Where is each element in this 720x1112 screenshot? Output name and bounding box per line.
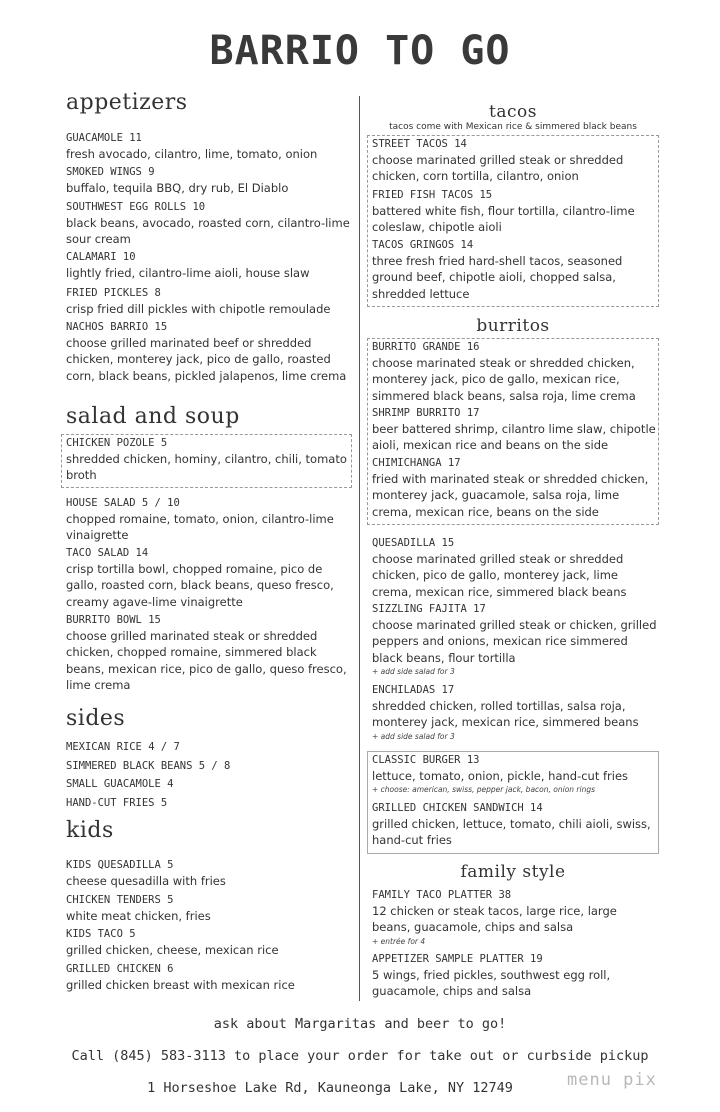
menu-item [372, 406, 657, 454]
item-desc: choose grilled marinated beef or shredded chicken, monterey jack, pico de gallo, roasted corn, black beans, pickled jalapenos, lime crema [66, 336, 347, 383]
item-price: 5 [129, 928, 136, 940]
menu-item [66, 858, 351, 889]
item-name: SIMMERED BLACK BEANS [66, 760, 193, 772]
menu-item [372, 340, 657, 404]
item-note: + entrée for 4 [372, 936, 426, 946]
salad-soup-heading: salad and soup [66, 404, 240, 429]
item-price: 5 / 10 [141, 497, 180, 509]
item-price: 8 [154, 287, 161, 299]
item-desc: battered white fish, flour tortilla, cilantro-lime coleslaw, chipotle aioli [372, 204, 635, 235]
menu-item [66, 927, 351, 958]
menu-item [372, 137, 657, 185]
item-name: SMALL GUACAMOLE [66, 778, 161, 790]
menu-item [372, 188, 657, 236]
item-price: 15 [148, 614, 161, 626]
item-desc: fried with marinated steak or shredded chicken, monterey jack, guacamole, salsa roja, lime crema, mexican rice, beans on the side [372, 472, 649, 519]
item-name: GUACAMOLE [66, 132, 123, 144]
item-name: FRIED PICKLES [66, 287, 149, 299]
item-price: 5 [160, 797, 168, 809]
menupix-watermark: menu pix [567, 1070, 657, 1090]
item-desc: choose marinated steak or shredded chicken, monterey jack, pico de gallo, mexican rice, simmered black beans, salsa roja, lime crema [372, 356, 636, 403]
item-name: NACHOS BARRIO [66, 321, 149, 333]
item-desc: 12 chicken or steak tacos, large rice, large beans, guacamole, chips and salsa [372, 904, 617, 935]
item-note: + add side salad for 3 [372, 666, 455, 676]
footer-promo: ask about Margaritas and beer to go! [213, 1016, 507, 1032]
item-desc: fresh avocado, cilantro, lime, tomato, onion [66, 147, 318, 161]
item-price: 14 [460, 239, 474, 251]
menu-title: BARRIO TO GO [209, 28, 511, 74]
item-price: 6 [167, 963, 174, 975]
item-price: 5 [167, 859, 174, 871]
menu-item [372, 801, 657, 849]
item-price: 15 [154, 321, 168, 333]
menu-item [66, 613, 351, 693]
item-desc: shredded chicken, hominy, cilantro, chili, tomato broth [66, 452, 347, 483]
sides-heading: sides [66, 706, 126, 731]
item-desc: crisp tortilla bowl, chopped romaine, pico de gallo, roasted corn, black beans, queso fresco, creamy agave-lime vinaigrette [66, 562, 334, 609]
menu-item [66, 740, 351, 755]
item-price: 14 [530, 802, 543, 814]
item-name: ENCHILADAS [372, 684, 436, 696]
item-price: 5 [160, 437, 168, 449]
item-price: 11 [129, 132, 142, 144]
menu-item [372, 888, 657, 948]
tacos-heading: tacos [489, 102, 537, 122]
burritos-heading: burritos [476, 316, 550, 336]
item-desc: three fresh fried hard-shell tacos, seasoned ground beef, chipotle aioli, chopped salsa, shredded lettuce [372, 254, 623, 301]
item-name: QUESADILLA [372, 537, 436, 549]
item-name: MEXICAN RICE [66, 741, 142, 753]
family-style-heading: family style [460, 862, 566, 882]
item-price: 38 [498, 889, 512, 901]
menu-item [66, 962, 351, 993]
item-price: 16 [466, 341, 480, 353]
item-price: 13 [466, 754, 480, 766]
item-desc: cheese quesadilla with fries [66, 874, 226, 888]
item-price: 5 [167, 894, 174, 906]
menu-item [372, 683, 657, 743]
item-name: KIDS TACO [66, 928, 123, 940]
item-price: 17 [441, 684, 455, 696]
menu-item [66, 250, 351, 281]
column-divider [359, 96, 360, 1001]
item-name: BURRITO BOWL [66, 614, 142, 626]
item-price: 4 [167, 778, 174, 790]
item-desc: choose marinated grilled steak or shredded chicken, pico de gallo, monterey jack, lime crema, mexican rice, simmered black beans [372, 552, 627, 599]
menu-item [372, 456, 657, 520]
item-desc: crisp fried dill pickles with chipotle remoulade [66, 302, 331, 316]
appetizers-heading: appetizers [66, 90, 188, 115]
item-name: CHIMICHANGA [372, 457, 442, 469]
item-desc: choose marinated grilled steak or chicken, grilled peppers and onions, mexican rice simmered black beans, flour tortilla [372, 618, 657, 665]
footer-call: Call (845) 583-3113 to place your order for take out or curbside pickup [71, 1048, 649, 1064]
tacos-subtitle: tacos come with Mexican rice & simmered black beans [389, 122, 637, 132]
item-desc: grilled chicken, lettuce, tomato, chili aioli, swiss, hand-cut fries [372, 817, 651, 848]
item-desc: lettuce, tomato, onion, pickle, hand-cut fries [372, 769, 629, 783]
item-name: FRIED FISH TACOS [372, 189, 474, 201]
item-name: KIDS QUESADILLA [66, 859, 161, 871]
item-price: 17 [447, 457, 461, 469]
menu-item [66, 777, 351, 792]
item-name: HAND-CUT FRIES [66, 797, 155, 809]
footer-address: 1 Horseshoe Lake Rd, Kauneonga Lake, NY 12749 [147, 1080, 513, 1096]
item-desc: shredded chicken, rolled tortillas, salsa roja, monterey jack, mexican rice, simmered beans [372, 699, 639, 730]
menu-item [372, 952, 657, 1000]
item-name: APPETIZER SAMPLE PLATTER [372, 953, 524, 965]
item-desc: grilled chicken breast with mexican rice [66, 978, 295, 992]
item-desc: choose grilled marinated steak or shredded chicken, chopped romaine, simmered black beans, mexican rice, pico de gallo, queso fresco, lime crema [66, 629, 347, 692]
menu-item [66, 436, 351, 484]
menu-item [66, 496, 351, 544]
item-desc: grilled chicken, cheese, mexican rice [66, 943, 279, 957]
item-desc: black beans, avocado, roasted corn, cilantro-lime sour cream [66, 216, 350, 247]
item-price: 5 / 8 [198, 760, 231, 772]
item-price: 4 / 7 [148, 741, 180, 753]
item-name: GRILLED CHICKEN [66, 963, 161, 975]
menu-item [66, 200, 351, 248]
item-note: + add side salad for 3 [372, 731, 455, 741]
item-price: 19 [530, 953, 543, 965]
item-name: CHICKEN POZOLE [66, 437, 155, 449]
menu-item [66, 546, 351, 610]
item-name: GRILLED CHICKEN SANDWICH [372, 802, 524, 814]
item-price: 14 [135, 547, 149, 559]
item-name: SIZZLING FAJITA [372, 603, 467, 615]
item-name: TACOS GRINGOS [372, 239, 455, 251]
menu-item [66, 759, 351, 774]
menu-item [66, 286, 351, 317]
item-name: STREET TACOS [372, 138, 448, 150]
item-name: HOUSE SALAD [66, 497, 136, 509]
item-desc: lightly fried, cilantro-lime aioli, house slaw [66, 266, 310, 280]
item-price: 15 [479, 189, 493, 201]
item-price: 14 [454, 138, 467, 150]
item-name: SHRIMP BURRITO [372, 407, 461, 419]
item-desc: 5 wings, fried pickles, southwest egg roll, guacamole, chips and salsa [372, 968, 611, 999]
item-note: + choose: american, swiss, pepper jack, bacon, onion rings [372, 785, 596, 795]
item-desc: buffalo, tequila BBQ, dry rub, El Diablo [66, 181, 289, 195]
item-name: SOUTHWEST EGG ROLLS [66, 201, 187, 213]
item-price: 15 [441, 537, 455, 549]
menu-item [66, 320, 351, 384]
menu-item [372, 753, 657, 796]
menu-item [372, 238, 657, 302]
item-price: 17 [466, 407, 480, 419]
item-desc: choose marinated grilled steak or shredded chicken, corn tortilla, cilantro, onion [372, 153, 624, 184]
menu-item [66, 796, 351, 811]
item-price: 10 [122, 251, 136, 263]
item-name: CLASSIC BURGER [372, 754, 461, 766]
item-name: FAMILY TACO PLATTER [372, 889, 493, 901]
item-name: CHICKEN TENDERS [66, 894, 161, 906]
item-desc: beer battered shrimp, cilantro lime slaw, chipotle aioli, mexican rice and beans on the side [372, 422, 656, 453]
item-name: SMOKED WINGS [66, 166, 142, 178]
menu-item [66, 131, 351, 162]
item-name: CALAMARI [66, 251, 117, 263]
item-name: TACO SALAD [66, 547, 130, 559]
item-name: BURRITO GRANDE [372, 341, 461, 353]
item-price: 9 [148, 166, 155, 178]
kids-heading: kids [66, 818, 114, 843]
item-price: 10 [192, 201, 206, 213]
item-desc: white meat chicken, fries [66, 909, 211, 923]
menu-item [66, 165, 351, 196]
menu-item [372, 602, 657, 678]
item-desc: chopped romaine, tomato, onion, cilantro-lime vinaigrette [66, 512, 334, 543]
menu-item [66, 893, 351, 924]
menu-item [372, 536, 657, 600]
item-price: 17 [473, 603, 486, 615]
